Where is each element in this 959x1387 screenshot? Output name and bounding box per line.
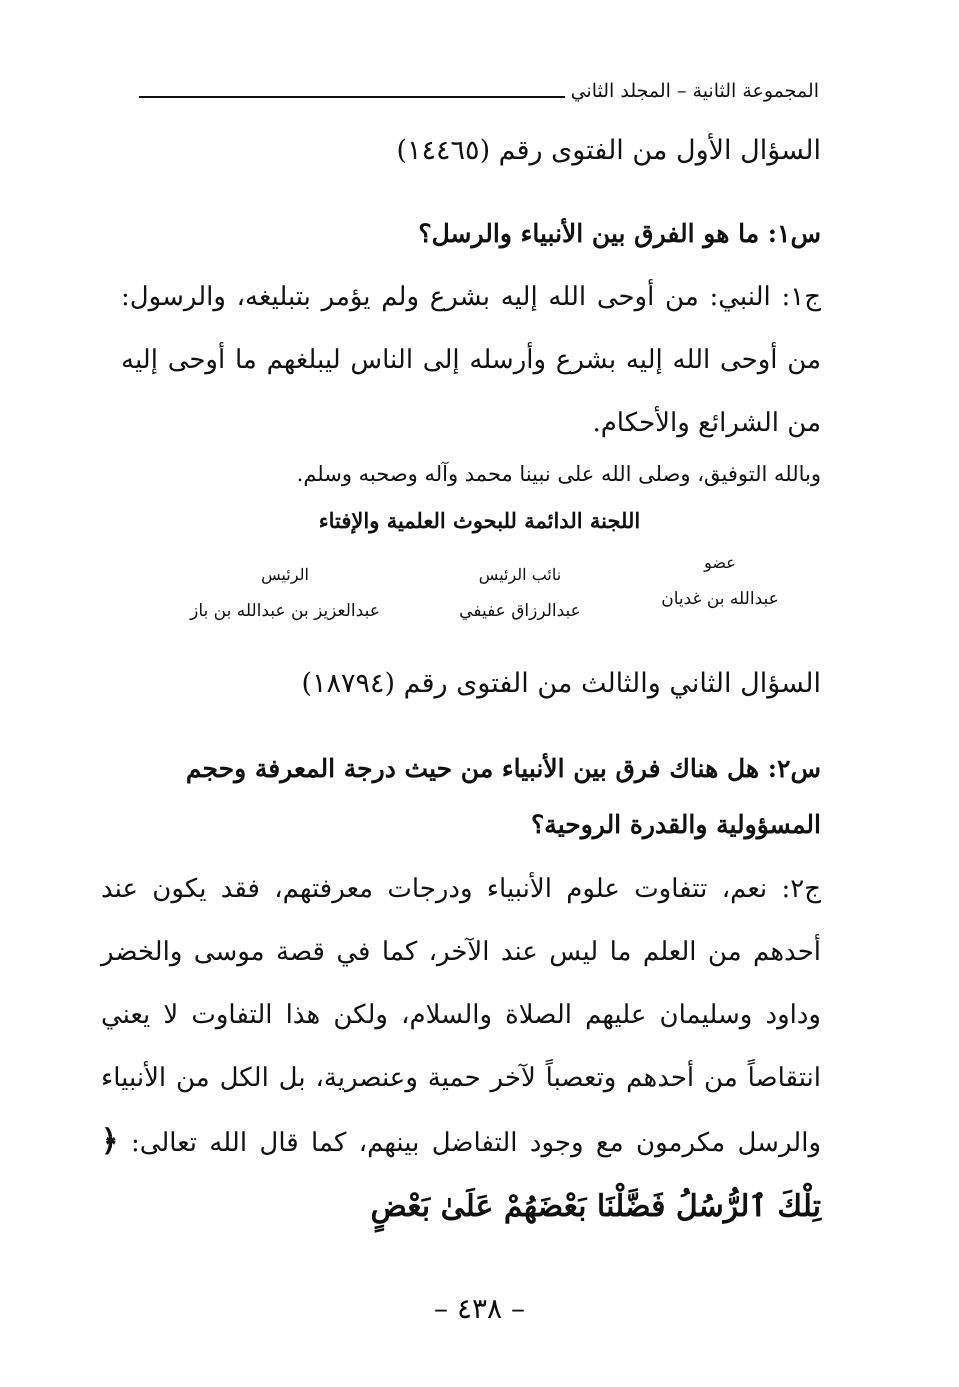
signature-name: عبدالرزاق عفيفي <box>459 601 581 621</box>
fatwa2-answer-text: ج٢: نعم، تتفاوت علوم الأنبياء ودرجات معرفتهم، فقد يكون عند أحدهم من العلم ما ليس عند الآخر، كما في قصة موسى والخضر وداود وسليمان عليهم الصلاة والسلام، ولكن هذا التفاوت لا يعني انتقاصاً من أحدهم وتعصباً لآخر حمية وعنصرية، بل الكل من الأنبياء والرسل مكرمون مع وجود التفاضل بينهم، كما قال الله تعالى: <box>101 874 822 1158</box>
fatwa2-answer <box>101 858 821 1240</box>
fatwa2-reference: السؤال الثاني والثالث من الفتوى رقم (١٨٧٩٤) <box>301 668 821 699</box>
fatwa1-question: س١: ما هو الفرق بين الأنبياء والرسل؟ <box>418 219 821 248</box>
page-number: – ٤٣٨ – <box>434 1292 525 1325</box>
signature-name: عبدالله بن غديان <box>661 589 779 609</box>
signature-role: نائب الرئيس <box>478 565 562 584</box>
signature-name: عبدالعزيز بن عبدالله بن باز <box>190 601 380 621</box>
signature-vice-president <box>430 565 610 621</box>
running-header <box>139 62 819 102</box>
signature-role: عضو <box>704 553 736 572</box>
signature-member <box>640 553 800 609</box>
fatwa1-reference: السؤال الأول من الفتوى رقم (١٤٤٦٥) <box>396 135 821 166</box>
running-title: المجموعة الثانية – المجلد الثاني <box>570 80 819 102</box>
fatwa2-question: س٢: هل هناك فرق بين الأنبياء من حيث درجة المعرفة وحجم المسؤولية والقدرة الروحية؟ <box>185 754 821 839</box>
committee-name: اللجنة الدائمة للبحوث العلمية والإفتاء <box>318 508 641 533</box>
fatwa1-closing: وبالله التوفيق، وصلى الله على نبينا محمد وآله وصحبه وسلم. <box>296 462 821 486</box>
signature-role: الرئيس <box>261 565 309 584</box>
header-rule <box>139 96 565 98</box>
signature-president <box>170 565 400 621</box>
fatwa1-answer: ج١: النبي: من أوحى الله إليه بشرع ولم يؤمر بتبليغه، والرسول: من أوحى الله إليه بشرع وأرسله إلى الناس ليبلغهم ما أوحى إليه من الشرائع والأحكام. <box>121 282 821 438</box>
quran-verse: ﴿ تِلْكَ ٱلرُّسُلُ فَضَّلْنَا بَعْضَهُمْ عَلَىٰ بَعْضٍ <box>101 1124 821 1224</box>
